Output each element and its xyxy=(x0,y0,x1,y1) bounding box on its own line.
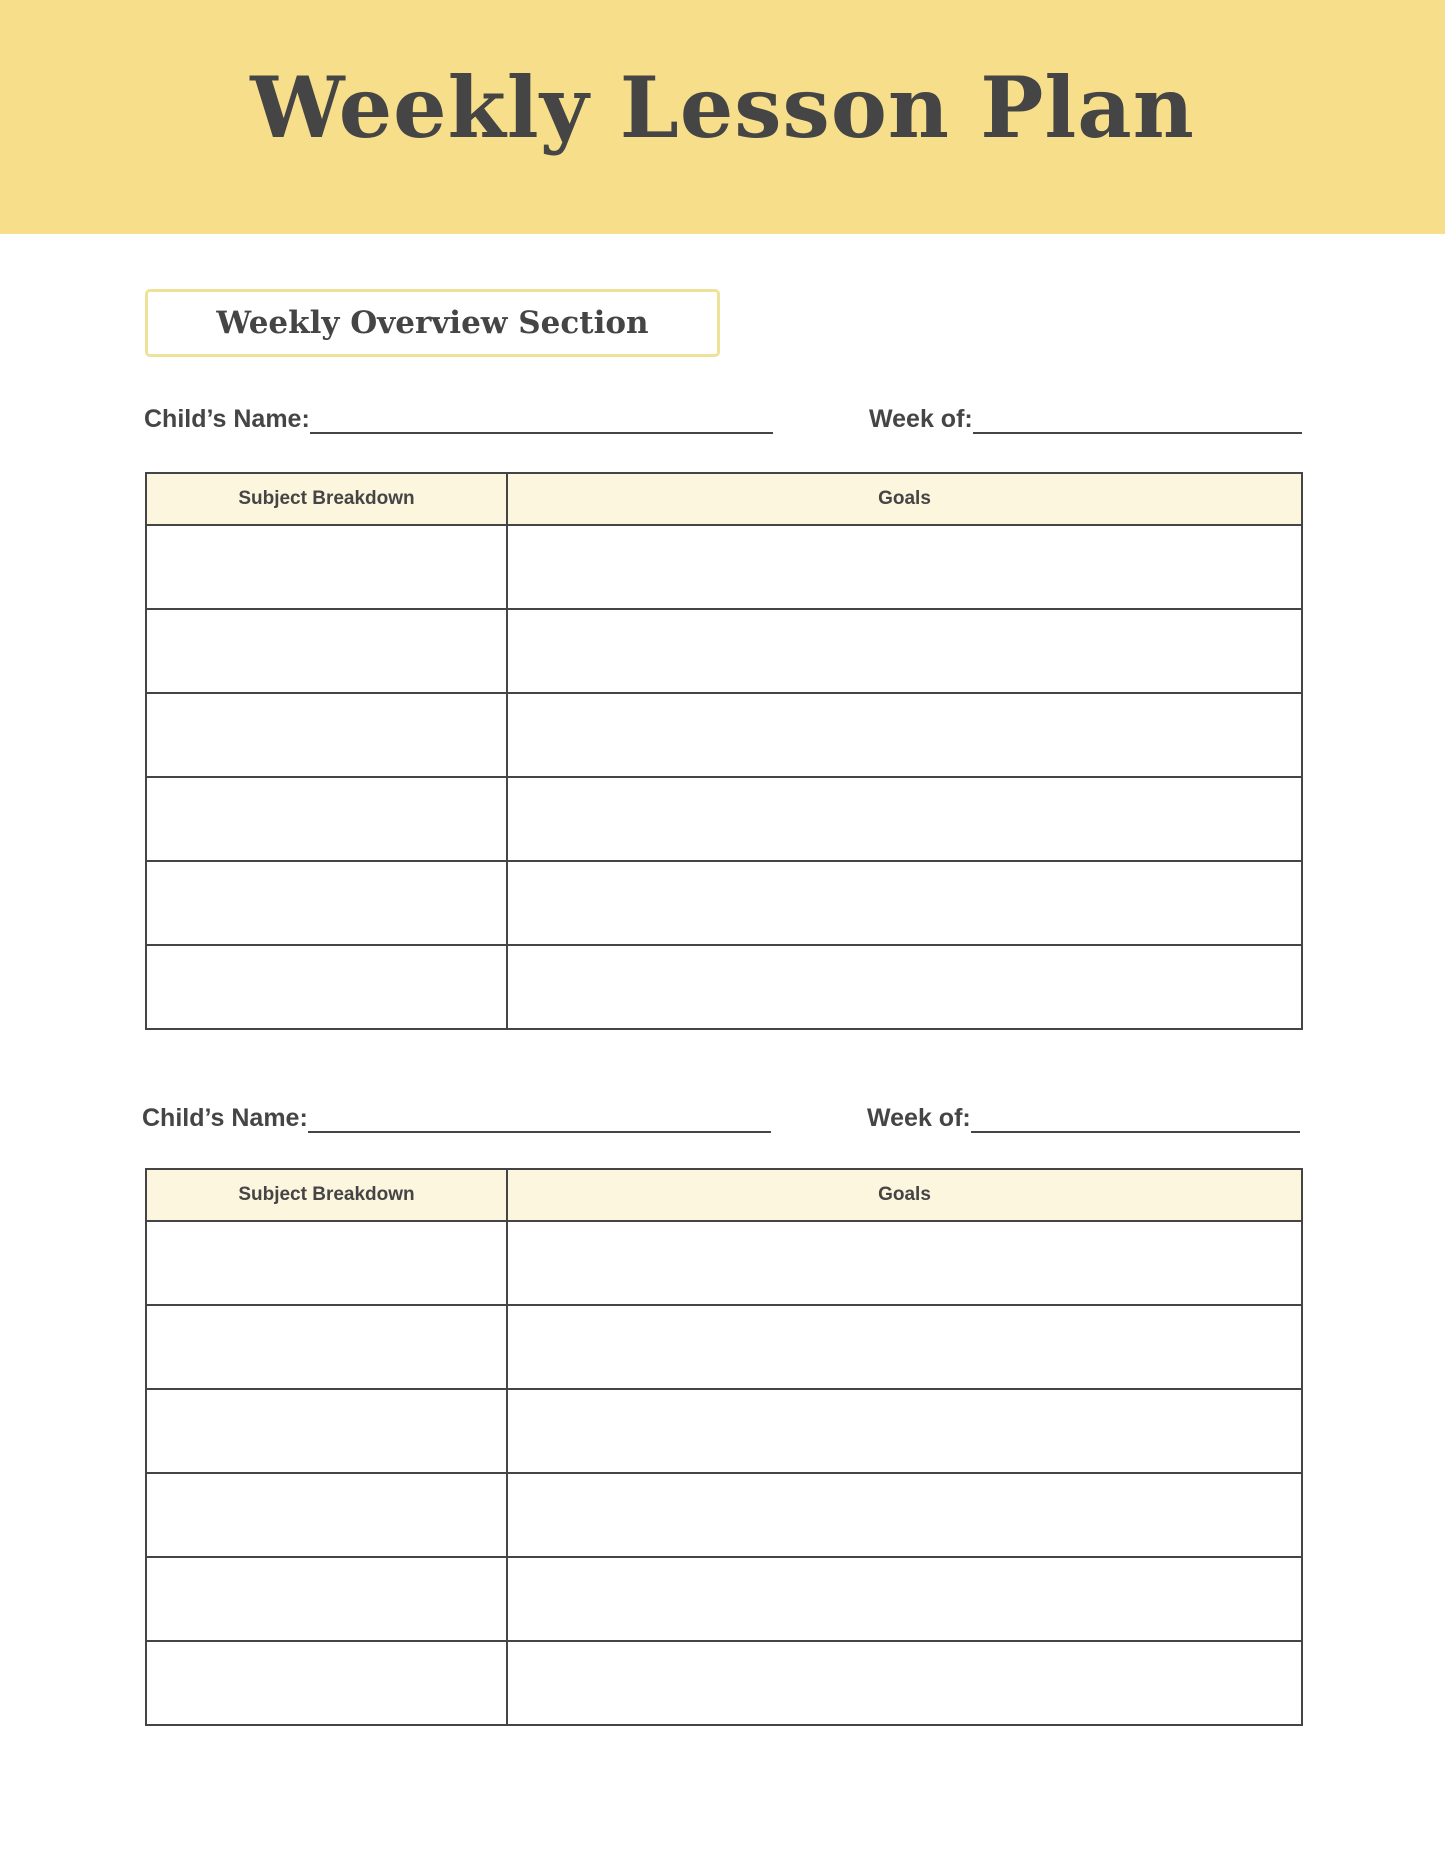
subject-cell[interactable] xyxy=(146,861,507,945)
child-name-label: Child’s Name: xyxy=(144,405,310,433)
child-name-label: Child’s Name: xyxy=(142,1104,308,1132)
plan-1-fields xyxy=(0,394,1445,434)
week-of-label: Week of: xyxy=(869,405,973,433)
weekly-overview-section-label: Weekly Overview Section xyxy=(145,289,720,357)
table-row xyxy=(146,1473,1302,1557)
table-row xyxy=(146,945,1302,1029)
table-header-row xyxy=(146,1169,1302,1221)
subject-cell[interactable] xyxy=(146,1221,507,1305)
column-header-goals: Goals xyxy=(507,473,1302,525)
table-row xyxy=(146,693,1302,777)
child-name-field[interactable] xyxy=(142,1093,771,1133)
goals-cell[interactable] xyxy=(507,1389,1302,1473)
subject-cell[interactable] xyxy=(146,945,507,1029)
week-of-field[interactable] xyxy=(867,1093,1300,1133)
table-row xyxy=(146,1305,1302,1389)
subject-cell[interactable] xyxy=(146,1389,507,1473)
goals-cell[interactable] xyxy=(507,525,1302,609)
week-of-input-line[interactable] xyxy=(971,1101,1300,1133)
goals-cell[interactable] xyxy=(507,1221,1302,1305)
subject-cell[interactable] xyxy=(146,1473,507,1557)
table-row xyxy=(146,861,1302,945)
subject-cell[interactable] xyxy=(146,525,507,609)
week-of-field[interactable] xyxy=(869,394,1302,434)
column-header-goals: Goals xyxy=(507,1169,1302,1221)
table-row xyxy=(146,1389,1302,1473)
column-header-subject: Subject Breakdown xyxy=(146,1169,507,1221)
subject-cell[interactable] xyxy=(146,1557,507,1641)
goals-cell[interactable] xyxy=(507,693,1302,777)
goals-cell[interactable] xyxy=(507,609,1302,693)
child-name-input-line[interactable] xyxy=(308,1101,771,1133)
goals-cell[interactable] xyxy=(507,1641,1302,1725)
table-header-row xyxy=(146,473,1302,525)
goals-cell[interactable] xyxy=(507,1305,1302,1389)
subject-cell[interactable] xyxy=(146,693,507,777)
goals-cell[interactable] xyxy=(507,1557,1302,1641)
goals-cell[interactable] xyxy=(507,945,1302,1029)
plan-2-fields xyxy=(0,1093,1445,1133)
table-row xyxy=(146,609,1302,693)
week-of-label: Week of: xyxy=(867,1104,971,1132)
goals-cell[interactable] xyxy=(507,861,1302,945)
table-row xyxy=(146,1221,1302,1305)
plan-2-table xyxy=(145,1168,1303,1726)
goals-cell[interactable] xyxy=(507,777,1302,861)
child-name-input-line[interactable] xyxy=(310,402,773,434)
subject-cell[interactable] xyxy=(146,1305,507,1389)
header-band xyxy=(0,0,1445,234)
week-of-input-line[interactable] xyxy=(973,402,1302,434)
page-title: Weekly Lesson Plan xyxy=(250,58,1195,157)
column-header-subject: Subject Breakdown xyxy=(146,473,507,525)
table-row xyxy=(146,777,1302,861)
subject-cell[interactable] xyxy=(146,777,507,861)
plan-1-table xyxy=(145,472,1303,1030)
table-row xyxy=(146,1641,1302,1725)
subject-cell[interactable] xyxy=(146,609,507,693)
goals-cell[interactable] xyxy=(507,1473,1302,1557)
child-name-field[interactable] xyxy=(144,394,773,434)
table-row xyxy=(146,1557,1302,1641)
table-row xyxy=(146,525,1302,609)
subject-cell[interactable] xyxy=(146,1641,507,1725)
